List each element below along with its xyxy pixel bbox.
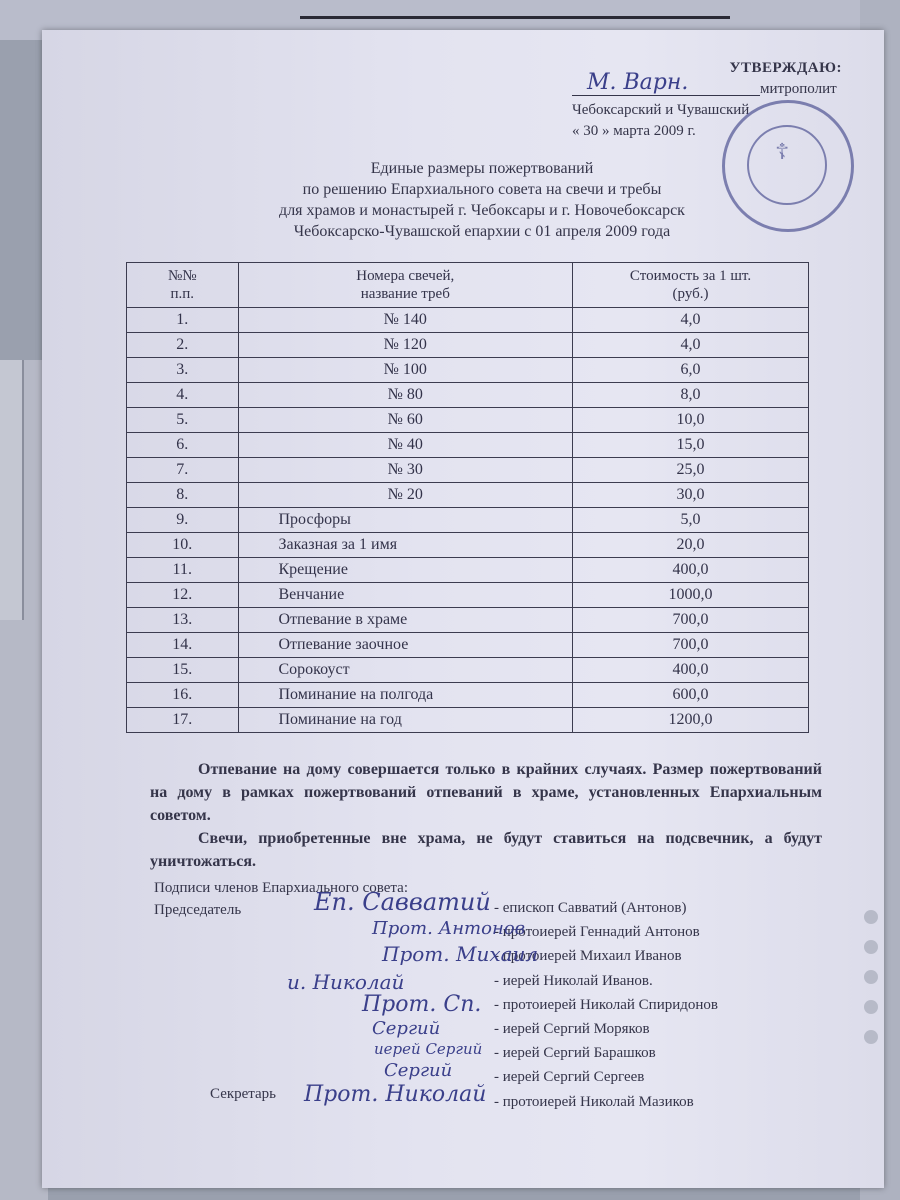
row-price: 6,0 [573, 358, 809, 383]
row-item-name: № 120 [238, 333, 573, 358]
note-paragraph: Отпевание на дому совершается только в крайних случаях. Размер пожертвований на дому в рамках пожертвований отпеваний в храме, установленных Епархиальным советом. [150, 761, 822, 824]
punch-holes [864, 910, 878, 1060]
heading-line: по решению Епархиального совета на свечи и требы [302, 181, 662, 198]
table-row [127, 433, 809, 458]
table-row [127, 333, 809, 358]
row-number: 11. [127, 558, 239, 583]
table-row [127, 508, 809, 533]
row-item-name: № 140 [238, 308, 573, 333]
table-row [127, 683, 809, 708]
price-table [126, 262, 809, 733]
signatures-heading: Подписи членов Епархиального совета: [154, 880, 408, 896]
header-price-line: (руб.) [672, 286, 709, 302]
table-row [127, 408, 809, 433]
background-top-line [300, 16, 730, 19]
row-number: 6. [127, 433, 239, 458]
table-row [127, 458, 809, 483]
row-number: 4. [127, 383, 239, 408]
chair-label: Председатель [154, 902, 242, 918]
row-item-name: Поминание на год [238, 708, 573, 733]
row-price: 10,0 [573, 408, 809, 433]
row-item-name: № 100 [238, 358, 573, 383]
row-price: 15,0 [573, 433, 809, 458]
table-header-row [127, 263, 809, 308]
row-number: 5. [127, 408, 239, 433]
table-row [127, 658, 809, 683]
handwritten-signature: Прот. Николай [304, 1082, 487, 1107]
row-price: 700,0 [573, 633, 809, 658]
punch-hole [864, 910, 878, 924]
handwritten-signature: иерей Сергий [374, 1040, 483, 1058]
approval-diocese: Чебоксарский и Чувашский [572, 102, 750, 118]
row-price: 20,0 [573, 533, 809, 558]
member-line: - протоиерей Николай Спиридонов [494, 996, 718, 1013]
row-price: 1200,0 [573, 708, 809, 733]
handwritten-signature: и. Николай [287, 970, 405, 994]
row-item-name: Поминание на полгода [238, 683, 573, 708]
handwritten-signature: Сергий [372, 1018, 441, 1039]
handwritten-signature: Прот. Михаил [382, 942, 539, 966]
background-clip [0, 360, 24, 620]
member-line: - иерей Сергий Моряков [494, 1021, 650, 1038]
table-row [127, 558, 809, 583]
row-price: 30,0 [573, 483, 809, 508]
council-members-list [494, 896, 718, 1114]
punch-hole [864, 1000, 878, 1014]
row-number: 16. [127, 683, 239, 708]
approval-title: УТВЕРЖДАЮ: [729, 60, 842, 76]
row-item-name: Заказная за 1 имя [238, 533, 573, 558]
handwritten-signature: Еп. Савватий [314, 888, 491, 916]
heading-line: для храмов и монастырей г. Чебоксары и г. Новочебоксарск [279, 202, 685, 219]
row-number: 8. [127, 483, 239, 508]
row-number: 13. [127, 608, 239, 633]
member-line: - протоиерей Николай Мазиков [494, 1093, 694, 1110]
row-price: 4,0 [573, 308, 809, 333]
table-row [127, 308, 809, 333]
table-row [127, 633, 809, 658]
seal-cross-icon: ☦ [775, 139, 790, 164]
row-price: 1000,0 [573, 583, 809, 608]
table-row [127, 358, 809, 383]
row-item-name: Отпевание в храме [238, 608, 573, 633]
row-number: 9. [127, 508, 239, 533]
notes-block [150, 758, 822, 873]
punch-hole [864, 1030, 878, 1044]
punch-hole [864, 940, 878, 954]
row-item-name: Отпевание заочное [238, 633, 573, 658]
row-number: 1. [127, 308, 239, 333]
row-price: 700,0 [573, 608, 809, 633]
row-item-name: № 80 [238, 383, 573, 408]
row-price: 400,0 [573, 658, 809, 683]
row-item-name: № 60 [238, 408, 573, 433]
member-line: - иерей Сергий Барашков [494, 1045, 656, 1062]
approval-role: митрополит [760, 81, 837, 97]
row-price: 5,0 [573, 508, 809, 533]
row-number: 7. [127, 458, 239, 483]
secretary-label: Секретарь [210, 1086, 277, 1102]
row-number: 15. [127, 658, 239, 683]
header-price-line: Стоимость за 1 шт. [629, 268, 752, 284]
row-number: 2. [127, 333, 239, 358]
table-row [127, 533, 809, 558]
table-row [127, 583, 809, 608]
note-paragraph: Свечи, приобретенные вне храма, не будут ставиться на подсвечник, а будут уничтожаться. [150, 830, 822, 870]
heading-line: Чебоксарско-Чувашской епархии с 01 апреля 2009 года [293, 223, 671, 240]
row-item-name: Просфоры [238, 508, 573, 533]
table-row [127, 483, 809, 508]
handwritten-signature: Прот. Антонов [372, 918, 526, 939]
row-item-name: Крещение [238, 558, 573, 583]
row-number: 14. [127, 633, 239, 658]
row-price: 400,0 [573, 558, 809, 583]
row-item-name: № 20 [238, 483, 573, 508]
punch-hole [864, 970, 878, 984]
header-name-line: название треб [360, 286, 450, 302]
header-name-line: Номера свечей, [356, 268, 455, 284]
member-line: - иерей Сергий Сергеев [494, 1069, 645, 1086]
member-line: - епископ Савватий (Антонов) [494, 900, 687, 916]
approval-date: « 30 » марта 2009 г. [572, 123, 696, 139]
header-num-line: п.п. [170, 286, 195, 302]
header-num [127, 263, 239, 308]
metropolitan-signature: М. Варн. [587, 70, 689, 95]
member-line: - иерей Николай Иванов. [494, 972, 653, 989]
header-price [573, 263, 809, 308]
member-line: - протоиерей Геннадий Антонов [494, 924, 700, 941]
row-number: 3. [127, 358, 239, 383]
handwritten-signature: Сергий [384, 1060, 453, 1081]
row-item-name: Венчание [238, 583, 573, 608]
table-row [127, 708, 809, 733]
row-price: 4,0 [573, 333, 809, 358]
row-number: 17. [127, 708, 239, 733]
row-number: 12. [127, 583, 239, 608]
table-row [127, 383, 809, 408]
row-price: 25,0 [573, 458, 809, 483]
header-name [238, 263, 573, 308]
row-item-name: № 30 [238, 458, 573, 483]
document-sheet [42, 30, 884, 1188]
member-line: - протоиерей Михаил Иванов [494, 948, 682, 965]
row-price: 600,0 [573, 683, 809, 708]
header-num-line: №№ [167, 268, 197, 284]
table-row [127, 608, 809, 633]
row-price: 8,0 [573, 383, 809, 408]
signature-underline [572, 95, 760, 96]
heading-line: Единые размеры пожертвований [370, 160, 594, 177]
handwritten-signature: Прот. Сп. [362, 992, 482, 1017]
row-item-name: № 40 [238, 433, 573, 458]
row-item-name: Сорокоуст [238, 658, 573, 683]
row-number: 10. [127, 533, 239, 558]
document-heading [192, 158, 772, 242]
